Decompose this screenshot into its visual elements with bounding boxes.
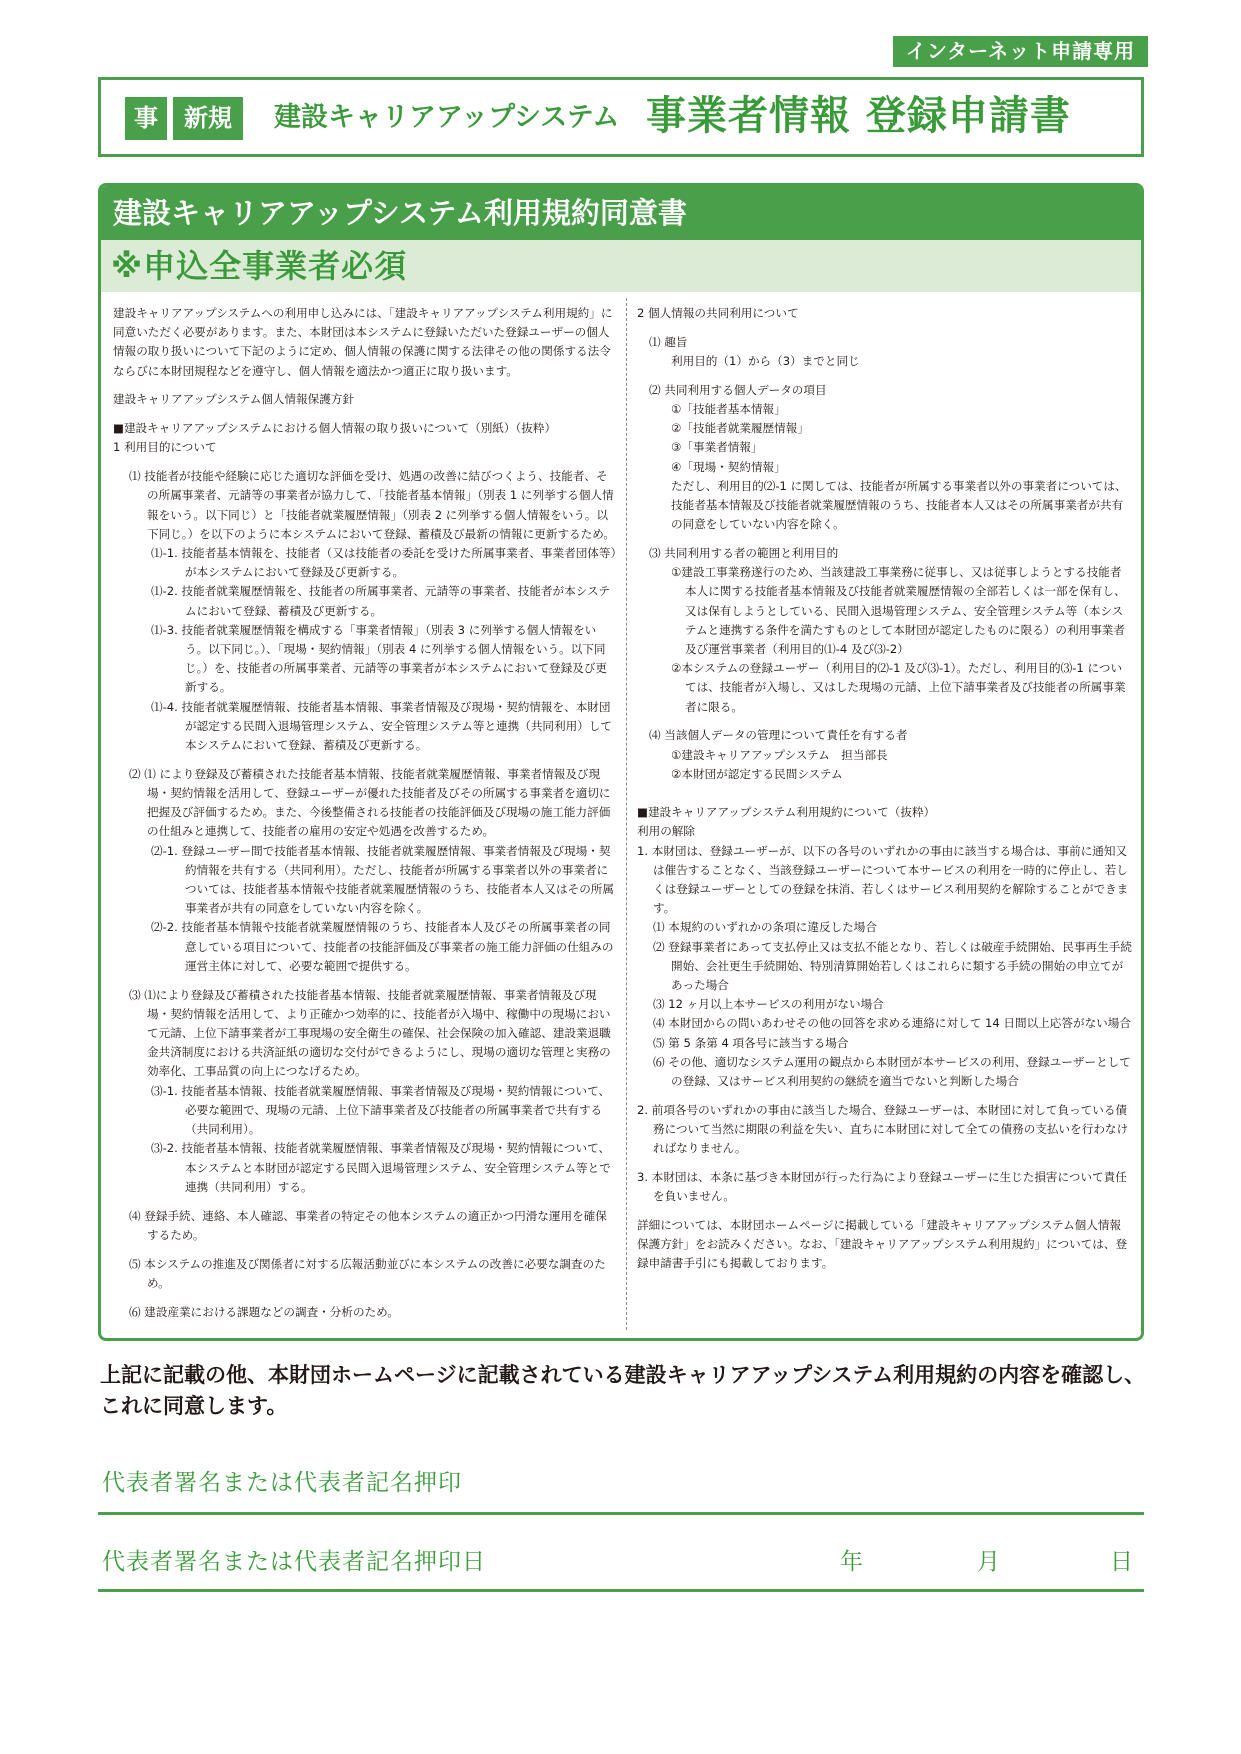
terms-panel bbox=[98, 183, 1144, 1341]
terms-paragraph: ⑵-2. 技能者基本情報や技能者就業履歴情報のうち、技能者本人及びその所属事業者の同意している項目について、技能者の技能評価及び事業者の施工能力評価の仕組みの運営主体に対して、必要な範囲で提供する。 bbox=[151, 920, 614, 973]
terms-paragraph: 利用の解除 bbox=[637, 824, 695, 839]
paragraph-gap bbox=[637, 1206, 1132, 1216]
terms-paragraph: ⑶ 12 ヶ月以上本サービスの利用がない場合 bbox=[653, 997, 884, 1012]
agreement-statement: 上記に記載の他、本財団ホームページに記載されている建設キャリアアップシステム利用規約の内容を確認し、これに同意します。 bbox=[100, 1363, 1146, 1418]
terms-paragraph: ⑵ ⑴ により登録及び蓄積された技能者基本情報、技能者就業履歴情報、事業者情報及び現場・契約情報を活用して、登録ユーザーが優れた技能者及びその所属する事業者を適切に把握及び評価するため。また、今後整備される技能者の技能評価及び現場の施工能力評価の仕組みと連携して、技能者の雇用の安定や処遇を改善するため。 bbox=[129, 766, 611, 839]
terms-paragraph: ②本システムの登録ユーザー（利用目的⑵-1 及び⑶-1）。ただし、利用目的⑶-1 については、技能者が入場し、又はした現場の元請、上位下請事業者及び技能者の所属事業者に限る。 bbox=[671, 661, 1126, 714]
paragraph-gap bbox=[637, 323, 1132, 333]
terms-paragraph: ■建設キャリアアップシステム利用規約について（抜粋） bbox=[637, 805, 936, 820]
paragraph-gap bbox=[113, 1293, 618, 1303]
terms-paragraph: ⑸ 本システムの推進及び関係者に対する広報活動並びに本システムの改善に必要な調査のため。 bbox=[129, 1256, 606, 1290]
paragraph-gap bbox=[637, 784, 1132, 794]
terms-paragraph: 1 利用目的について bbox=[113, 440, 217, 455]
terms-paragraph: ⑶ ⑴により登録及び蓄積された技能者基本情報、技能者就業履歴情報、事業者情報及び現場・契約情報を活用して、より正確かつ効率的に、技能者が入場中、稼働中の現場において元請、上位下請事業者が工事現場の安全衛生の確保、社会保険の加入確認、建設業退職金共済制度における共済証紙の適切な交付ができるようにし、現場の適切な管理と実務の効率化、工事品質の向上につなげるため。 bbox=[129, 987, 611, 1079]
paragraph-gap bbox=[113, 755, 618, 765]
category-badge: 事 bbox=[125, 97, 167, 140]
terms-paragraph: ④「現場・契約情報」 bbox=[671, 459, 786, 474]
paragraph-gap bbox=[637, 534, 1132, 544]
terms-paragraph: ①建設キャリアアップシステム 担当部長 bbox=[671, 747, 888, 762]
terms-paragraph: ⑹ その他、適切なシステム運用の観点から本財団が本サービスの利用、登録ユーザーとしての登録、又はサービス利用契約の継続を適当でないと判断した場合 bbox=[653, 1054, 1131, 1089]
paragraph-gap bbox=[113, 1245, 618, 1255]
terms-paragraph: 3. 本財団は、本条に基づき本財団が行った行為により登録ユーザーに生じた損害について責任を負いません。 bbox=[637, 1170, 1127, 1204]
paragraph-gap bbox=[113, 458, 618, 468]
terms-paragraph: ①建設工事業務遂行のため、当該建設工事業務に従事し、又は従事しようとする技能者本人に関する技能者基本情報及び技能者就業履歴情報の全部若しくは一部を保有し、又は保有しようとしている、民間入退場管理システム、安全管理システム等（本システムと連携する条件を満たすものとして本財団が認定したものに限る）の利用事業者及び運営事業者（利用目的⑴-4 及び⑶-2） bbox=[671, 565, 1126, 657]
paragraph-gap bbox=[637, 1091, 1132, 1101]
terms-paragraph: ただし、利用目的⑵-1 に関しては、技能者が所属する事業者以外の事業者については、技能者基本情報及び技能者就業履歴情報のうち、技能者本人又はその所属事業者が共有の同意をしていない内容を除く。 bbox=[671, 478, 1127, 532]
terms-paragraph: 利用目的（1）から（3）までと同じ bbox=[671, 354, 860, 368]
terms-left-column bbox=[113, 304, 618, 1322]
terms-paragraph: ⑹ 建設産業における課題などの調査・分析のため。 bbox=[129, 1304, 399, 1319]
paragraph-gap bbox=[113, 976, 618, 986]
paragraph-gap bbox=[113, 410, 618, 420]
terms-paragraph: 2 個人情報の共同利用について bbox=[637, 306, 799, 320]
signature-label: 代表者署名または代表者記名押印 bbox=[102, 1470, 462, 1496]
terms-paragraph: ②「技能者就業履歴情報」 bbox=[671, 421, 809, 436]
terms-paragraph: ⑶ 共同利用する者の範囲と利用目的 bbox=[649, 546, 839, 561]
terms-paragraph: ⑴-3. 技能者就業履歴情報を構成する「事業者情報」（別表 3 に列挙する個人情報をいう。以下同じ。）、「現場・契約情報」（別表 4 に列挙する個人情報をいう。以下同じ。）を、技能者の所属事業者、元請等の事業者が本システムにおいて登録及び更新する。 bbox=[151, 622, 608, 695]
terms-paragraph: ⑴-1. 技能者基本情報を、技能者（又は技能者の委託を受けた所属事業者、事業者団体等）が本システムにおいて登録及び更新する。 bbox=[151, 546, 617, 580]
page-title: 事業者情報 登録申請書 bbox=[646, 93, 1071, 139]
terms-paragraph: 建設キャリアアップシステムへの利用申し込みには、「建設キャリアアップシステム利用規約」に同意いただく必要があります。また、本財団は本システムに登録いただいた登録ユーザーの個人情報の取り扱いについて下記のように定め、個人情報の保護に関する法律その他の関係する法令ならびに本財団規程などを遵守し、個人情報を適法かつ適正に取り扱います。 bbox=[113, 306, 613, 378]
terms-paragraph: ⑵-1. 登録ユーザー間で技能者基本情報、技能者就業履歴情報、事業者情報及び現場・契約情報を共有する（共同利用）。ただし、技能者が所属する事業者以外の事業者については、技能者基本情報や技能者就業履歴情報のうち、技能者本人又はその所属事業者が共有の同意をしていない内容を除く。 bbox=[151, 843, 614, 916]
terms-paragraph: ⑴ 趣旨 bbox=[649, 334, 688, 349]
month-label: 月 bbox=[977, 1549, 1000, 1575]
terms-paragraph: ⑴-4. 技能者就業履歴情報、技能者基本情報、事業者情報及び現場・契約情報を、本財団が認定する民間入退場管理システム、安全管理システム等と連携（共同利用）して本システムにおいて登録、蓄積及び更新する。 bbox=[151, 699, 612, 753]
terms-heading: 建設キャリアアップシステム利用規約同意書 bbox=[101, 186, 1141, 240]
terms-paragraph: ⑸ 第 5 条第 4 項各号に該当する場合 bbox=[653, 1035, 849, 1050]
day-label: 日 bbox=[1110, 1549, 1133, 1575]
new-registration-badge: 新規 bbox=[173, 97, 243, 140]
year-label: 年 bbox=[840, 1549, 863, 1575]
terms-paragraph: ⑵ 登録事業者にあって支払停止又は支払不能となり、若しくは破産手続開始、民事再生手続開始、会社更生手続開始、特別清算開始若しくはこれらに類する手続の開始の申立てがあった場合 bbox=[653, 939, 1132, 993]
system-name: 建設キャリアアップシステム bbox=[274, 102, 620, 133]
terms-paragraph: ①「技能者基本情報」 bbox=[671, 402, 786, 416]
terms-paragraph: ⑵ 共同利用する個人データの項目 bbox=[649, 382, 827, 397]
signature-date-line[interactable] bbox=[98, 1589, 1144, 1592]
terms-paragraph: 2. 前項各号のいずれかの事由に該当した場合、登録ユーザーは、本財団に対して負っている債務について当然に期限の利益を失い、直ちに本財団に対して全ての債務の支払いを行わなければなりません。 bbox=[637, 1102, 1129, 1156]
column-divider bbox=[626, 298, 627, 1330]
paragraph-gap bbox=[113, 381, 618, 391]
paragraph-gap bbox=[637, 371, 1132, 381]
internet-only-tag: インターネット申請専用 bbox=[893, 36, 1148, 67]
title-box bbox=[98, 77, 1144, 157]
terms-paragraph: 建設キャリアアップシステム個人情報保護方針 bbox=[113, 392, 355, 407]
signature-line[interactable] bbox=[98, 1512, 1144, 1515]
terms-paragraph: ⑷ 本財団からの問いあわせその他の回答を求める連絡に対して 14 日間以上応答がない場合 bbox=[653, 1016, 1131, 1031]
terms-paragraph: ③「事業者情報」 bbox=[671, 440, 763, 455]
signature-date-label: 代表者署名または代表者記名押印日 bbox=[102, 1549, 486, 1575]
terms-paragraph: ⑴-2. 技能者就業履歴情報を、技能者の所属事業者、元請等の事業者、技能者が本システムにおいて登録、蓄積及び更新する。 bbox=[151, 584, 610, 618]
terms-paragraph: ■建設キャリアアップシステムにおける個人情報の取り扱いについて（別紙）（抜粋） bbox=[113, 421, 557, 436]
terms-paragraph: ⑴ 技能者が技能や経験に応じた適切な評価を受け、処遇の改善に結びつくよう、技能者、その所属事業者、元請等の事業者が協力して、「技能者基本情報」（別表 1 に列挙する個人情報をいう。以下同じ）と「技能者就業履歴情報」（別表 2 に列挙する個人情報をいう。以下同じ。）を以下のように本システムにおいて登録、蓄積及び最新の情報に更新するため。 bbox=[129, 469, 615, 541]
terms-paragraph: ⑶-2. 技能者基本情報、技能者就業履歴情報、事業者情報及び現場・契約情報について、本システムと本財団が認定する民間入退場管理システム、安全管理システム等とで連携（共同利用）する。 bbox=[151, 1141, 611, 1194]
terms-right-column bbox=[637, 304, 1132, 1274]
terms-paragraph: ⑴ 本規約のいずれかの条項に違反した場合 bbox=[653, 920, 877, 935]
terms-paragraph: ⑶-1. 技能者基本情報、技能者就業履歴情報、事業者情報及び現場・契約情報について、必要な範囲で、現場の元請、上位下請事業者及び技能者の所属事業者で共有する（共同利用）。 bbox=[151, 1083, 611, 1137]
paragraph-gap bbox=[637, 717, 1132, 727]
paragraph-gap bbox=[113, 1197, 618, 1207]
terms-paragraph: ⑷ 登録手続、連絡、本人確認、事業者の特定その他本システムの適正かつ円滑な運用を確保するため。 bbox=[129, 1208, 607, 1242]
paragraph-gap bbox=[637, 1158, 1132, 1168]
terms-required-note: ※申込全事業者必須 bbox=[101, 240, 1141, 292]
paragraph-gap bbox=[637, 794, 1132, 804]
terms-paragraph: ②本財団が認定する民間システム bbox=[671, 766, 843, 781]
terms-paragraph: ⑷ 当該個人データの管理について責任を有する者 bbox=[649, 728, 908, 743]
terms-paragraph: 詳細については、本財団ホームページに掲載している「建設キャリアアップシステム個人情報保護方針」をお読みください。なお、「建設キャリアアップシステム利用規約」については、登録申請書手引にも掲載しております。 bbox=[637, 1218, 1128, 1271]
terms-paragraph: 1. 本財団は、登録ユーザーが、以下の各号のいずれかの事由に該当する場合は、事前に通知又は催告することなく、当該登録ユーザーについて本サービスの利用を一時的に停止し、若しくは登録ユーザーとしての登録を抹消、若しくはサービス利用契約を解除することができます。 bbox=[637, 843, 1129, 916]
